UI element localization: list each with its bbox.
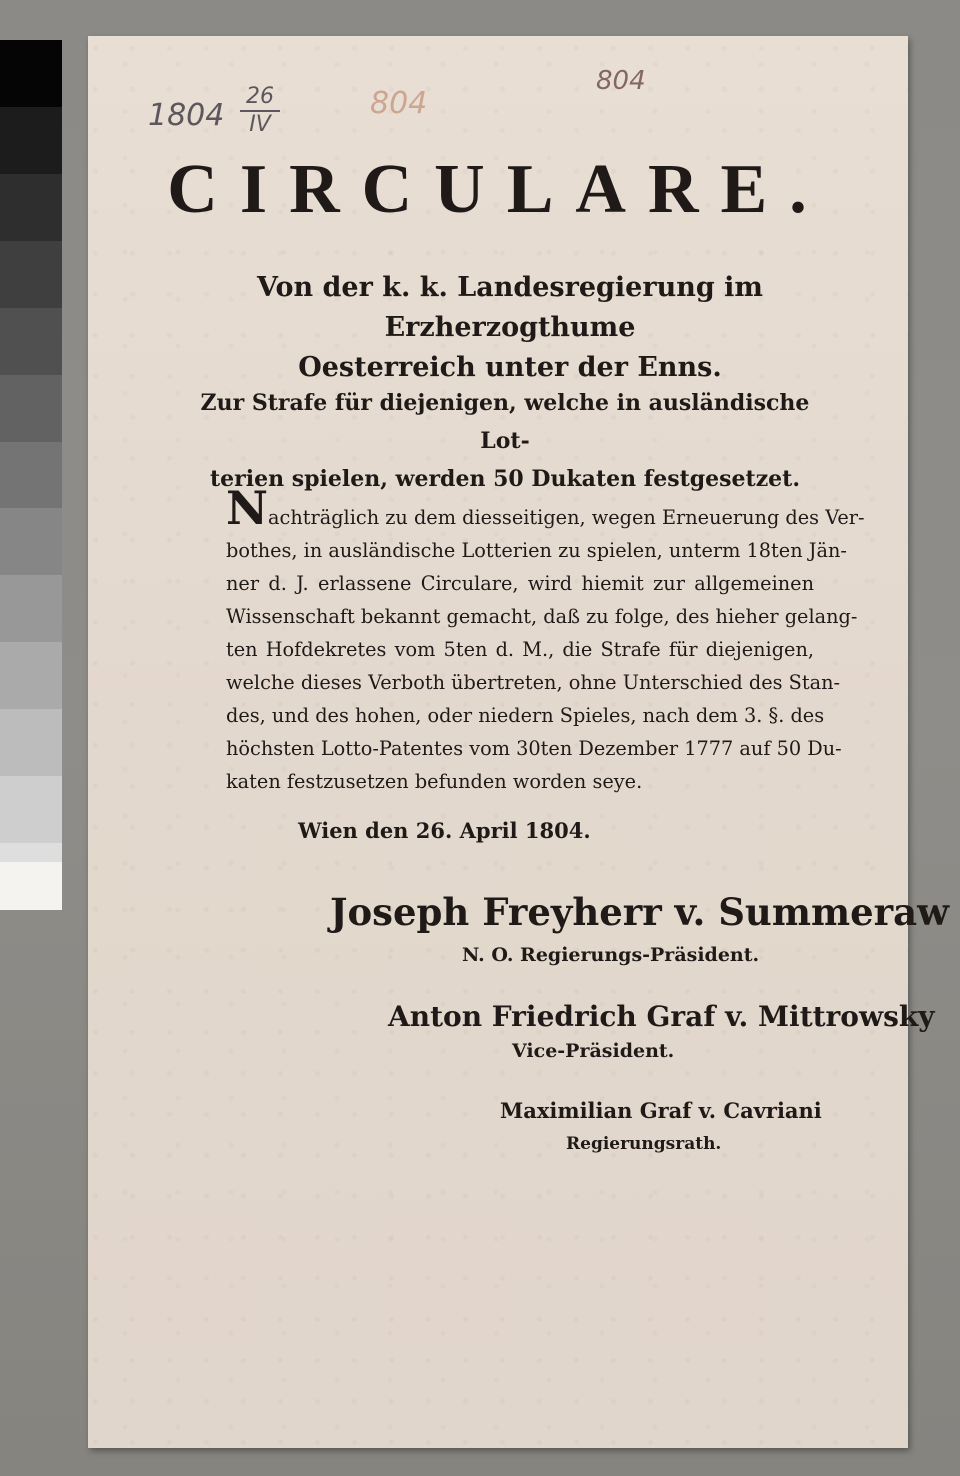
signatory-name: Anton Friedrich Graf v. Mittrowsky — [388, 1000, 935, 1033]
signatory-title: Regierungsrath. — [566, 1134, 722, 1154]
archive-note-number: 804 — [596, 66, 646, 96]
archive-note-faded: 804 — [370, 86, 428, 121]
body-line: höchsten Lotto-Patentes vom 30ten Dezember 1777 auf 50 Du- — [226, 737, 842, 760]
body-line — [226, 481, 865, 535]
gray-patch — [0, 508, 62, 575]
body-line: Wissenschaft bekannt gemacht, daß zu folge, des hieher gelang- — [226, 605, 858, 628]
body-line: welche dieses Verboth übertreten, ohne Unterschied des Stan- — [226, 671, 841, 694]
signatory-title: N. O. Regierungs-Präsident. — [462, 944, 760, 966]
issuer-heading-line: Oesterreich unter der Enns. — [298, 352, 722, 383]
gray-patch — [0, 442, 62, 509]
gray-patch — [0, 575, 62, 642]
archive-note-numerator: 26 — [246, 84, 274, 109]
place-date: Wien den 26. April 1804. — [298, 818, 591, 843]
body-line: katen festzusetzen befunden worden seye. — [226, 770, 643, 793]
archive-note-fraction — [240, 86, 280, 136]
gray-patch — [0, 709, 62, 776]
document-title: CIRCULARE. — [167, 151, 829, 228]
signatory-name: Joseph Freyherr v. Summeraw — [330, 890, 949, 934]
signatory-name: Maximilian Graf v. Cavriani — [500, 1098, 822, 1123]
body-line: ten Hofdekretes vom 5ten d. M., die Strafe für diejenigen, — [226, 638, 814, 661]
gray-patch — [0, 40, 62, 107]
gray-patch — [0, 174, 62, 241]
body-line: des, und des hohen, oder niedern Spieles, nach dem 3. §. des — [226, 704, 825, 727]
gray-patch — [0, 107, 62, 174]
archive-note-denominator: IV — [249, 112, 271, 137]
body-text — [226, 481, 865, 798]
gray-patch — [0, 375, 62, 442]
gray-patch — [0, 642, 62, 709]
archive-note-year: 1804 — [148, 98, 225, 133]
drop-initial: N — [226, 481, 269, 535]
body-line: ner d. J. erlassene Circulare, wird hiemit zur allgemeinen — [226, 572, 814, 595]
gray-patch — [0, 776, 62, 843]
gray-calibration-strip — [0, 40, 62, 910]
issuer-heading — [150, 268, 870, 388]
body-line: bothes, in ausländische Lotterien zu spielen, unterm 18ten Jän- — [226, 539, 847, 562]
body-line-text: achträglich zu dem diesseitigen, wegen Erneuerung des Ver- — [268, 506, 865, 529]
subject-line: terien spielen, werden 50 Dukaten festgesetzet. — [209, 466, 800, 492]
subject-line: Zur Strafe für diejenigen, welche in ausländische Lot- — [200, 390, 810, 454]
white-patch — [0, 862, 62, 910]
gray-patch — [0, 308, 62, 375]
issuer-heading-line: Von der k. k. Landesregierung im Erzherzogthume — [257, 272, 763, 343]
gray-patch — [0, 241, 62, 308]
signatory-title: Vice-Präsident. — [512, 1040, 675, 1062]
subject-summary — [200, 384, 810, 498]
